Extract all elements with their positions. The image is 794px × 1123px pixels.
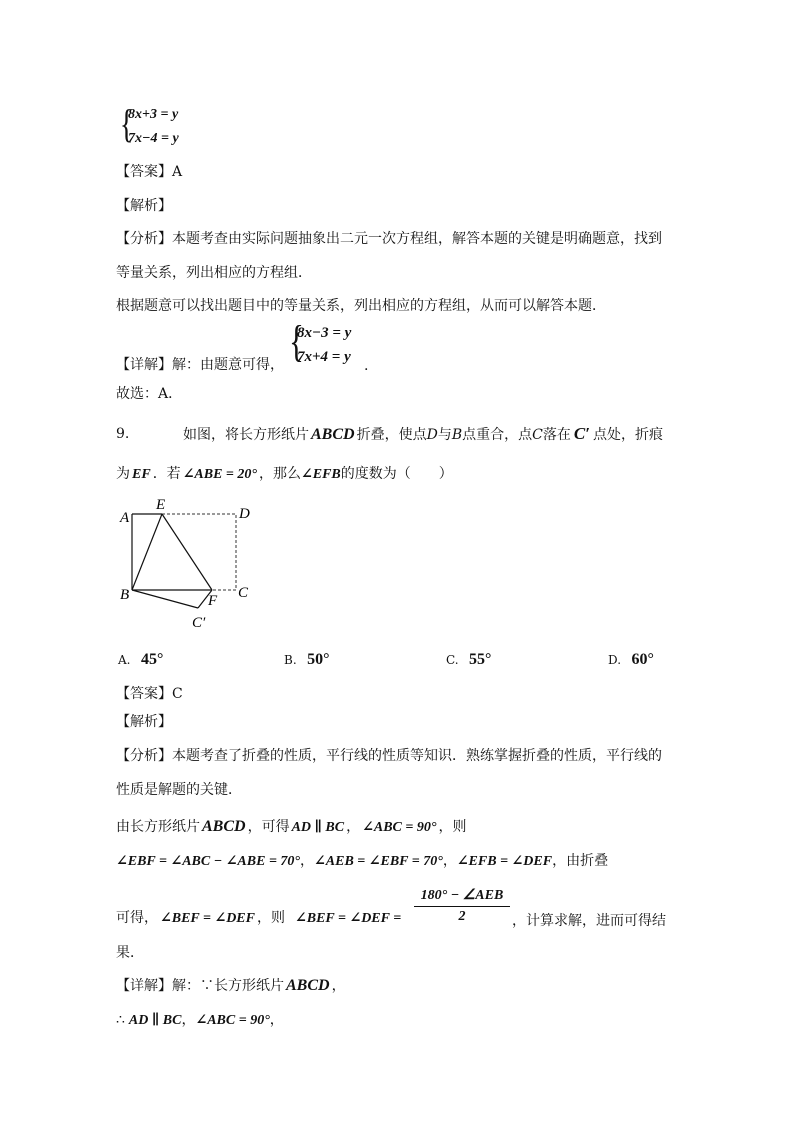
detail-line: ∴ AD ∥ BC，∠ABC = 90°， — [116, 1012, 284, 1028]
label-a: A — [120, 510, 130, 526]
folding-figure — [112, 494, 282, 634]
equation: 8x−3 = y — [297, 325, 352, 341]
label-c: C — [238, 585, 249, 601]
analysis-text: 【分析】本题考查由实际问题抽象出二元一次方程组，解答本题的关键是明确题意，找到 — [116, 231, 662, 247]
edge-eb — [132, 514, 162, 590]
period: . — [364, 358, 369, 374]
dashed-edge — [162, 514, 236, 590]
analysis-math-line: ∠EBF = ∠ABC − ∠ABE = 70°，∠AEB = ∠EBF = 70°，∠EFB = ∠DEF，由折叠 — [116, 853, 609, 869]
question-line: 如图，将长方形纸片 ABCD 折叠，使点D与B点重合，点C落在 C′ 点处，折痕 — [183, 424, 663, 443]
analysis-text: 性质是解题的关键． — [116, 782, 242, 798]
edge-bcp — [132, 590, 198, 608]
analysis-math-line: 可得， ∠BEF = ∠DEF ，则 ∠BEF = ∠DEF = — [116, 910, 402, 926]
question-number: 9. — [116, 426, 130, 442]
question-line: 为 EF ．若 ∠ABE = 20° ，那么∠EFB的度数为（ ） — [116, 466, 453, 482]
equation: 7x−4 = y — [128, 131, 179, 146]
equation: 7x+4 = y — [297, 349, 351, 365]
label-d: D — [239, 506, 250, 522]
label-c-prime: C′ — [192, 615, 206, 631]
choice-text: 故选：A． — [116, 386, 183, 402]
analysis-text: ，计算求解，进而可得结 — [512, 913, 666, 929]
analysis-heading: 【解析】 — [116, 714, 172, 730]
analysis-math-line: 由长方形纸片 ABCD ，可得 AD ∥ BC ， ∠ABC = 90° ，则 — [116, 818, 467, 835]
analysis-text: 果． — [116, 945, 144, 961]
option-d: D. 60° — [608, 651, 654, 668]
fraction: 180° − ∠AEB 2 — [414, 887, 510, 926]
brace-1: { — [119, 101, 134, 146]
answer-label: 【答案】A — [116, 164, 183, 180]
label-b: B — [120, 587, 130, 603]
analysis-text: 根据题意可以找出题目中的等量关系，列出相应的方程组，从而可以解答本题． — [116, 298, 606, 314]
detail-text: 【详解】解：由题意可得， — [116, 357, 284, 373]
option-c: C. 55° — [446, 651, 492, 668]
analysis-text: 等量关系，列出相应的方程组． — [116, 265, 312, 281]
detail-line: 【详解】解：∵长方形纸片 ABCD ， — [116, 977, 346, 994]
label-e: E — [156, 497, 166, 513]
crease-ef — [162, 514, 212, 590]
rect-name: ABCD — [311, 426, 355, 443]
option-a: A. 45° — [118, 651, 164, 668]
analysis-heading: 【解析】 — [116, 198, 172, 214]
brace-2: { — [289, 317, 304, 366]
label-f: F — [208, 593, 218, 609]
equation: 8x+3 = y — [128, 107, 179, 122]
analysis-text: 【分析】本题考查了折叠的性质，平行线的性质等知识．熟练掌握折叠的性质，平行线的 — [116, 748, 662, 764]
answer-label: 【答案】C — [116, 686, 183, 702]
option-b: B. 50° — [284, 651, 330, 668]
